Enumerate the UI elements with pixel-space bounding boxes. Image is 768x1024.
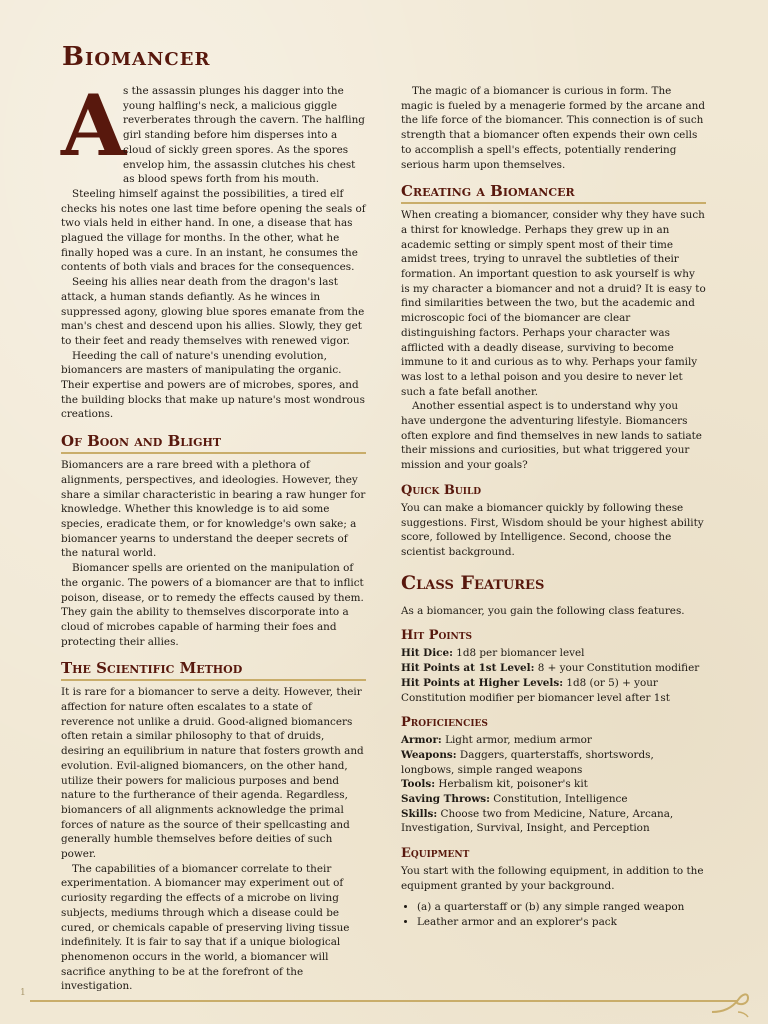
- hp-first-level-line: [401, 661, 706, 676]
- section-heading-class-features: Class Features: [401, 571, 545, 594]
- skills-label: Skills:: [401, 807, 438, 820]
- section-heading-scientific-method: The Scientific Method: [61, 659, 366, 681]
- weapons-line: [401, 748, 706, 777]
- hit-dice-line: [401, 646, 706, 661]
- intro-paragraph-2: Steeling himself against the possibilities, a tired elf checks his notes one last time before opening the seals of two vials held in either hand. In one, a disease that has plagued the village for months. In the other, what he finally hoped was a cure. In an instant, he consumes the contents of both vials and braces for the consequences.: [61, 187, 366, 274]
- page-number: 1: [20, 988, 26, 998]
- hit-dice-value: 1d8 per biomancer level: [452, 647, 585, 660]
- creating-paragraph-2: Another essential aspect is to understand why you have undergone the adventuring lifestyle. Biomancers often explore and find themselves in new lands to satiate their missions and curiosities, but what triggered your mission and your goals?: [401, 400, 702, 472]
- boon-paragraph-1: Biomancers are a rare breed with a plethora of alignments, perspectives, and ideologies. However, they share a similar characteristic in bearing a raw hunger for knowledge. Whether this knowledge is to aid some species, eradicate them, or for knowledge's own sake; a biomancer yearns to understand the deeper secrets of the natural world.: [61, 459, 366, 560]
- tools-label: Tools:: [401, 778, 436, 791]
- intro-paragraph-3: Seeing his allies near death from the dragon's last attack, a human stands defiantly. As he winces in suppressed agony, glowing blue spores emanate from the man's chest and descend upon his allies. Slowly, they get to their feet and ready themselves with renewed vigor.: [61, 276, 365, 347]
- armor-label: Armor:: [401, 734, 442, 747]
- page-title: Biomancer: [62, 42, 211, 72]
- left-column: [61, 76, 366, 994]
- hit-dice-label: Hit Dice:: [401, 647, 453, 660]
- hp-higher-levels-label: Hit Points at Higher Levels:: [401, 676, 564, 689]
- quick-build-text: You can make a biomancer quickly by following these suggestions. First, Wisdom should be your highest ability score, followed by Intelligence. Second, choose the scientist background.: [401, 501, 704, 558]
- hp-first-level-label: Hit Points at 1st Level:: [401, 662, 535, 675]
- scientific-paragraph-1: It is rare for a biomancer to serve a deity. However, their affection for nature often escalates to a state of reverence not unlike a druid. Good-aligned biomancers often retain a similar philosophy to that of druids, desiring an equilibrium in nature that fosters growth and evolution. Evil-aligned biomancers, on the other hand, utilize their powers for malicious purposes and bend nature to the furtherance of their agenda. Regardless, biomancers of all alignments acknowledge the primal forces of nature as the source of their spellcasting and generally humble themselves before deities of such power.: [61, 686, 364, 861]
- hp-first-level-value: 8 + your Constitution modifier: [534, 662, 700, 675]
- intro-paragraph-4: Heeding the call of nature's unending evolution, biomancers are masters of manipulating the organic. Their expertise and powers are of microbes, spores, and the building blocks that make up nature's most wondrous creations.: [61, 349, 365, 421]
- scientific-paragraph-2: The capabilities of a biomancer correlate to their experimentation. A biomancer may experiment out of curiosity regarding the effects of a microbe on living subjects, mediums through which a disease could be cured, or chemicals capable of preserving living tissue indefinitely. It is fair to say that if a unique biological phenomenon occurs in the world, a biomancer will sacrifice anything to be at the forefront of the investigation.: [61, 862, 350, 993]
- armor-line: [401, 733, 706, 748]
- list-item: • Leather armor and an explorer's pack: [417, 915, 706, 930]
- weapons-value: Daggers, quarterstaffs, shortswords, longbows, simple ranged weapons: [401, 748, 654, 776]
- hp-higher-levels-line: [401, 676, 706, 705]
- right-column: [401, 84, 706, 931]
- class-features-text: As a biomancer, you gain the following class features.: [401, 604, 685, 617]
- footer-flourish-icon: [710, 988, 750, 1018]
- weapons-label: Weapons:: [401, 748, 457, 761]
- magic-paragraph: The magic of a biomancer is curious in form. The magic is fueled by a menagerie formed by the arcane and the life force of the biomancer. This connection is of such strength that a biomancer often expends their own cells to accomplish a spell's effects, potentially rendering serious harm upon themselves.: [401, 85, 705, 171]
- skills-line: [401, 807, 706, 836]
- subheading-equipment: Equipment: [401, 846, 470, 862]
- section-heading-creating: Creating a Biomancer: [401, 182, 706, 204]
- creating-paragraph-1: When creating a biomancer, consider why they have such a thirst for knowledge. Perhaps they grew up in an academic setting or simply spent most of their time amidst trees, trying to unravel the subtleties of their formation. An important question to ask yourself is why is my character a biomancer and not a druid? It is easy to find similarities between the two, but the academic and microscopic foci of the biomancer are clear distinguishing factors. Perhaps your character was afflicted with a deadly disease, surviving to become immune to it and curious as to why. Perhaps your family was lost to a lethal poison and you desire to never let such a fate befall another.: [401, 209, 706, 398]
- drop-cap: A: [61, 76, 127, 175]
- skills-value: Choose two from Medicine, Nature, Arcana, Investigation, Survival, Insight, and Perception: [401, 807, 674, 835]
- subheading-proficiencies: Proficiencies: [401, 715, 488, 731]
- subheading-quick-build: Quick Build: [401, 482, 482, 498]
- saving-throws-value: Constitution, Intelligence: [489, 793, 628, 806]
- boon-paragraph-2: Biomancer spells are oriented on the manipulation of the organic. The powers of a biomancer are that to inflict poison, disease, or to remedy the effects caused by them. They gain the ability to themselves discorporate into a cloud of microbes capable of harming their foes and protecting their allies.: [61, 562, 364, 648]
- section-heading-boon-blight: Of Boon and Blight: [61, 432, 366, 454]
- hp-higher-levels-value: 1d8 (or 5) + your Constitution modifier per biomancer level after 1st: [401, 676, 670, 704]
- subheading-hit-points: Hit Points: [401, 628, 472, 644]
- armor-value: Light armor, medium armor: [441, 734, 592, 747]
- equipment-list: [401, 900, 706, 930]
- saving-throws-line: [401, 792, 706, 807]
- saving-throws-label: Saving Throws:: [401, 793, 490, 806]
- tools-value: Herbalism kit, poisoner's kit: [435, 778, 588, 791]
- list-item: • (a) a quarterstaff or (b) any simple ranged weapon: [417, 900, 706, 915]
- footer-rule: [30, 1000, 738, 1002]
- tools-line: [401, 777, 706, 792]
- intro-paragraph-1: s the assassin plunges his dagger into the young halfling's neck, a malicious giggle reverberates through the cavern. The halfling girl standing before him disperses into a cloud of sickly green spores. As the spores envelop him, the assassin clutches his chest as blood spews forth from his mouth.: [123, 85, 365, 186]
- equipment-text: You start with the following equipment, in addition to the equipment granted by your background.: [401, 865, 704, 892]
